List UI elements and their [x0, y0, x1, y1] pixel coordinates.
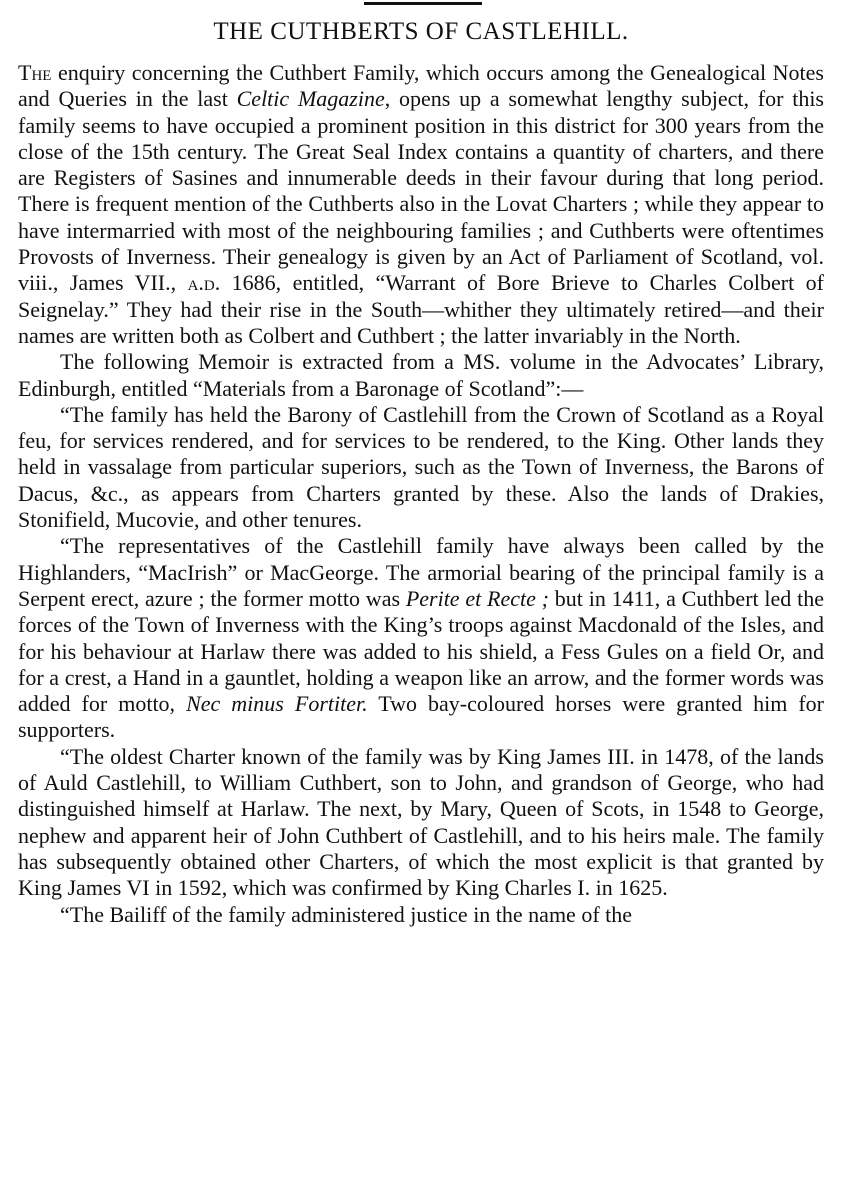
text-run: “The family has held the Barony of Castlehill from the Crown of Scotland as a Royal feu, for services rendered, and for services to be rendered, to the King. Other lands they held in vassalage from particular superiors, such as the Town of Inverness, the Barons of Dacus, &c., as appears from Charters granted by these. Also the lands of Drakies, Stonifield, Mucovie, and other tenures. [18, 401, 824, 533]
text-run: , opens up a somewhat lengthy subject, for this family seems to have occupied a prominent position in this district for 300 years from the close of the 15th century. The Great Seal Index contains a quantity of charters, and there are Registers of Sasines and innumerable deeds in their favour during that long period. There is frequent mention of the Cuthberts also in the Lovat Charters ; while they appear to have intermarried with most of the neighbouring families ; and Cuthberts were oftentimes Provosts of Inverness. Their genealogy is given by an Act of Parliament of Scotland, vol. viii., James VII., [18, 86, 824, 296]
text-run: Nec minus Fortiter. [186, 691, 368, 717]
text-run: Perite et Recte ; [405, 585, 549, 611]
text-run: Celtic Magazine [236, 86, 385, 112]
paragraph-6 [18, 902, 824, 928]
text-run: a.d. [187, 270, 221, 296]
article-body [18, 60, 824, 928]
paragraph-2 [18, 349, 824, 402]
paragraph-5 [18, 744, 824, 902]
text-run: 1686, entitled, “Warrant of Bore Brieve to Charles Colbert of Seignelay.” They had their rise in the South—whither they ultimately retired—and their names are written both as Colbert and Cuthbert ; the latter invariably in the North. [18, 270, 825, 348]
paragraph-4 [18, 533, 824, 743]
text-run: The [18, 60, 52, 85]
text-run: “The representatives of the Castlehill family have always been called by the Highlanders, “MacIrish” or MacGeorge. The armorial bearing of the principal family is a Serpent erect, azure ; the former motto was [18, 533, 824, 611]
text-run: enquiry concerning the Cuthbert Family, which occurs among the Genealogical Notes and Queries in the last [18, 60, 824, 112]
top-rule-divider [364, 2, 482, 5]
paragraph-3 [18, 402, 824, 533]
text-run: Two bay-coloured horses were granted him for supporters. [18, 691, 824, 743]
text-run: The following Memoir is extracted from a MS. volume in the Advocates’ Library, Edinburgh, entitled “Materials from a Baronage of Scotland”:— [18, 349, 824, 401]
text-run: “The oldest Charter known of the family was by King James III. in 1478, of the lands of Auld Castlehill, to William Cuthbert, son to John, and grandson of George, who had distinguished himself at Harlaw. The next, by Mary, Queen of Scots, in 1548 to George, nephew and apparent heir of John Cuthbert of Castlehill, and to his heirs male. The family has subsequently obtained other Charters, of which the most explicit is that granted by King James VI in 1592, which was confirmed by King Charles I. in 1625. [18, 743, 824, 901]
page-title: THE CUTHBERTS OF CASTLEHILL. [213, 18, 629, 45]
paragraph-1 [18, 60, 824, 349]
text-run: but in 1411, a Cuthbert led the forces of the Town of Inverness with the King’s troops against Macdonald of the Isles, and for his behaviour at Harlaw there was added to his shield, a Fess Gules on a field Or, and for a crest, a Hand in a gauntlet, holding a weapon like an arrow, and the former words was added for motto, [18, 585, 824, 717]
text-run: “The Bailiff of the family administered justice in the name of the [60, 901, 633, 927]
